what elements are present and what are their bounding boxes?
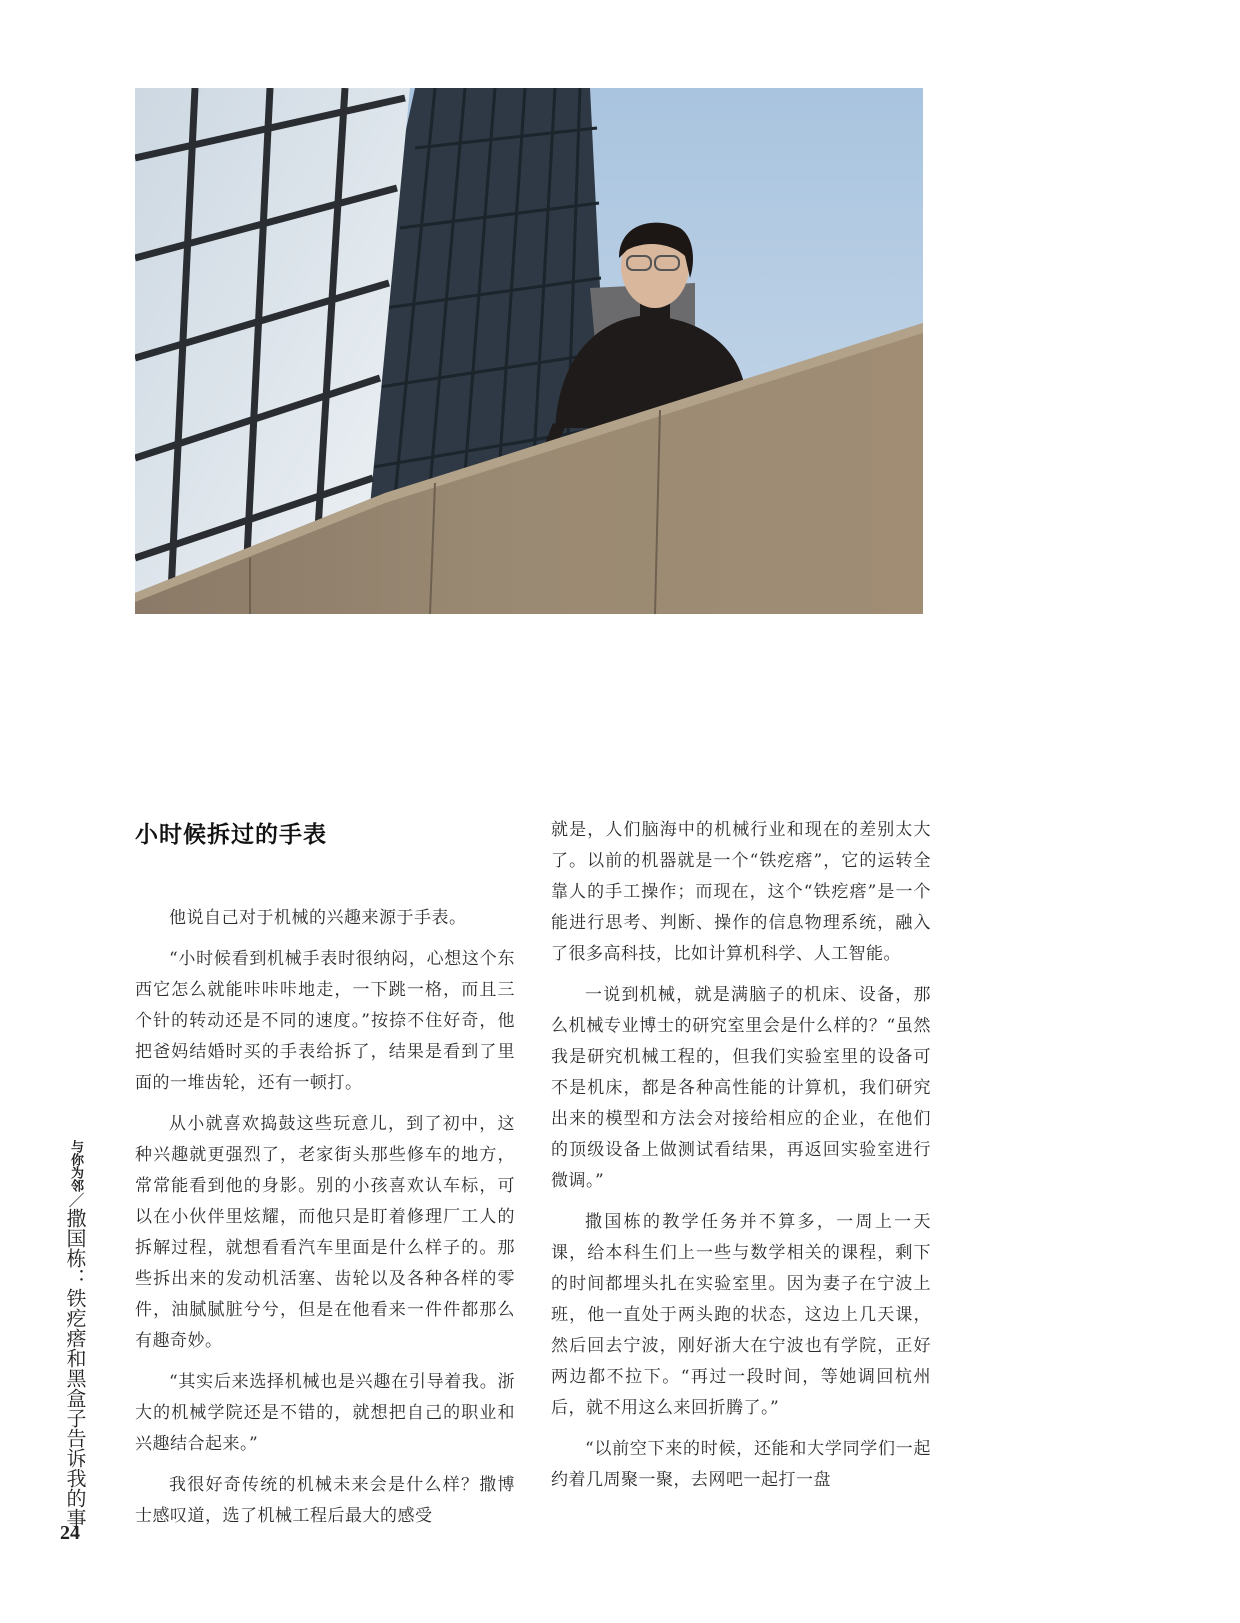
paragraph: 从小就喜欢捣鼓这些玩意儿，到了初中，这种兴趣就更强烈了，老家街头那些修车的地方，常常能看到他的身影。别的小孩喜欢认车标，可以在小伙伴里炫耀，而他只是盯着修理厂工人的拆解过程，就想看看汽车里面是什么样子的。那些拆出来的发动机活塞、齿轮以及各种各样的零件，油腻腻脏兮兮，但是在他看来一件件都那么有趣奇妙。: [135, 1114, 515, 1351]
page-number: 24: [60, 1522, 80, 1544]
section-title: 小时候拆过的手表: [135, 821, 327, 848]
photo-illustration: [135, 88, 923, 614]
right-column: [551, 815, 931, 1506]
separator: ／: [66, 1192, 85, 1208]
paragraph: “小时候看到机械手表时很纳闷，心想这个东西它怎么就能咔咔咔地走，一下跳一格，而且三个针的转动还是不同的速度。”按捺不住好奇，他把爸妈结婚时买的手表给拆了，结果是看到了里面的一堆齿轮，还有一顿打。: [135, 949, 515, 1093]
paragraph: 他说自己对于机械的兴趣来源于手表。: [169, 908, 467, 928]
paragraph: “其实后来选择机械也是兴趣在引导着我。浙大的机械学院还是不错的，就想把自己的职业和兴趣结合起来。”: [135, 1372, 515, 1454]
article-photo: [135, 88, 923, 614]
magazine-section: 与你为邻: [68, 1140, 83, 1192]
article-title: 撒国栋：铁疙瘩和黑盒子告诉我的事: [63, 1208, 87, 1528]
paragraph: “以前空下来的时候，还能和大学同学们一起约着几周聚一聚，去网吧一起打一盘: [551, 1439, 931, 1490]
paragraph: 我很好奇传统的机械未来会是什么样？撒博士感叹道，选了机械工程后最大的感受: [135, 1475, 515, 1526]
paragraph: 一说到机械，就是满脑子的机床、设备，那么机械专业博士的研究室里会是什么样的？“虽然我是研究机械工程的，但我们实验室里的设备可不是机床，都是各种高性能的计算机，我们研究出来的模型和方法会对接给相应的企业，在他们的顶级设备上做测试看结果，再返回实验室进行微调。”: [551, 985, 931, 1191]
left-column: [135, 903, 515, 1542]
paragraph-continuation: 就是，人们脑海中的机械行业和现在的差别太大了。以前的机器就是一个“铁疙瘩”，它的运转全靠人的手工操作；而现在，这个“铁疙瘩”是一个能进行思考、判断、操作的信息物理系统，融入了很多高科技，比如计算机科学、人工智能。: [551, 820, 931, 964]
paragraph: 撒国栋的教学任务并不算多，一周上一天课，给本科生们上一些与数学相关的课程，剩下的时间都埋头扎在实验室里。因为妻子在宁波上班，他一直处于两头跑的状态，这边上几天课，然后回去宁波，刚好浙大在宁波也有学院，正好两边都不拉下。“再过一段时间，等她调回杭州后，就不用这么来回折腾了。”: [551, 1212, 931, 1418]
running-head: [62, 1140, 88, 1528]
